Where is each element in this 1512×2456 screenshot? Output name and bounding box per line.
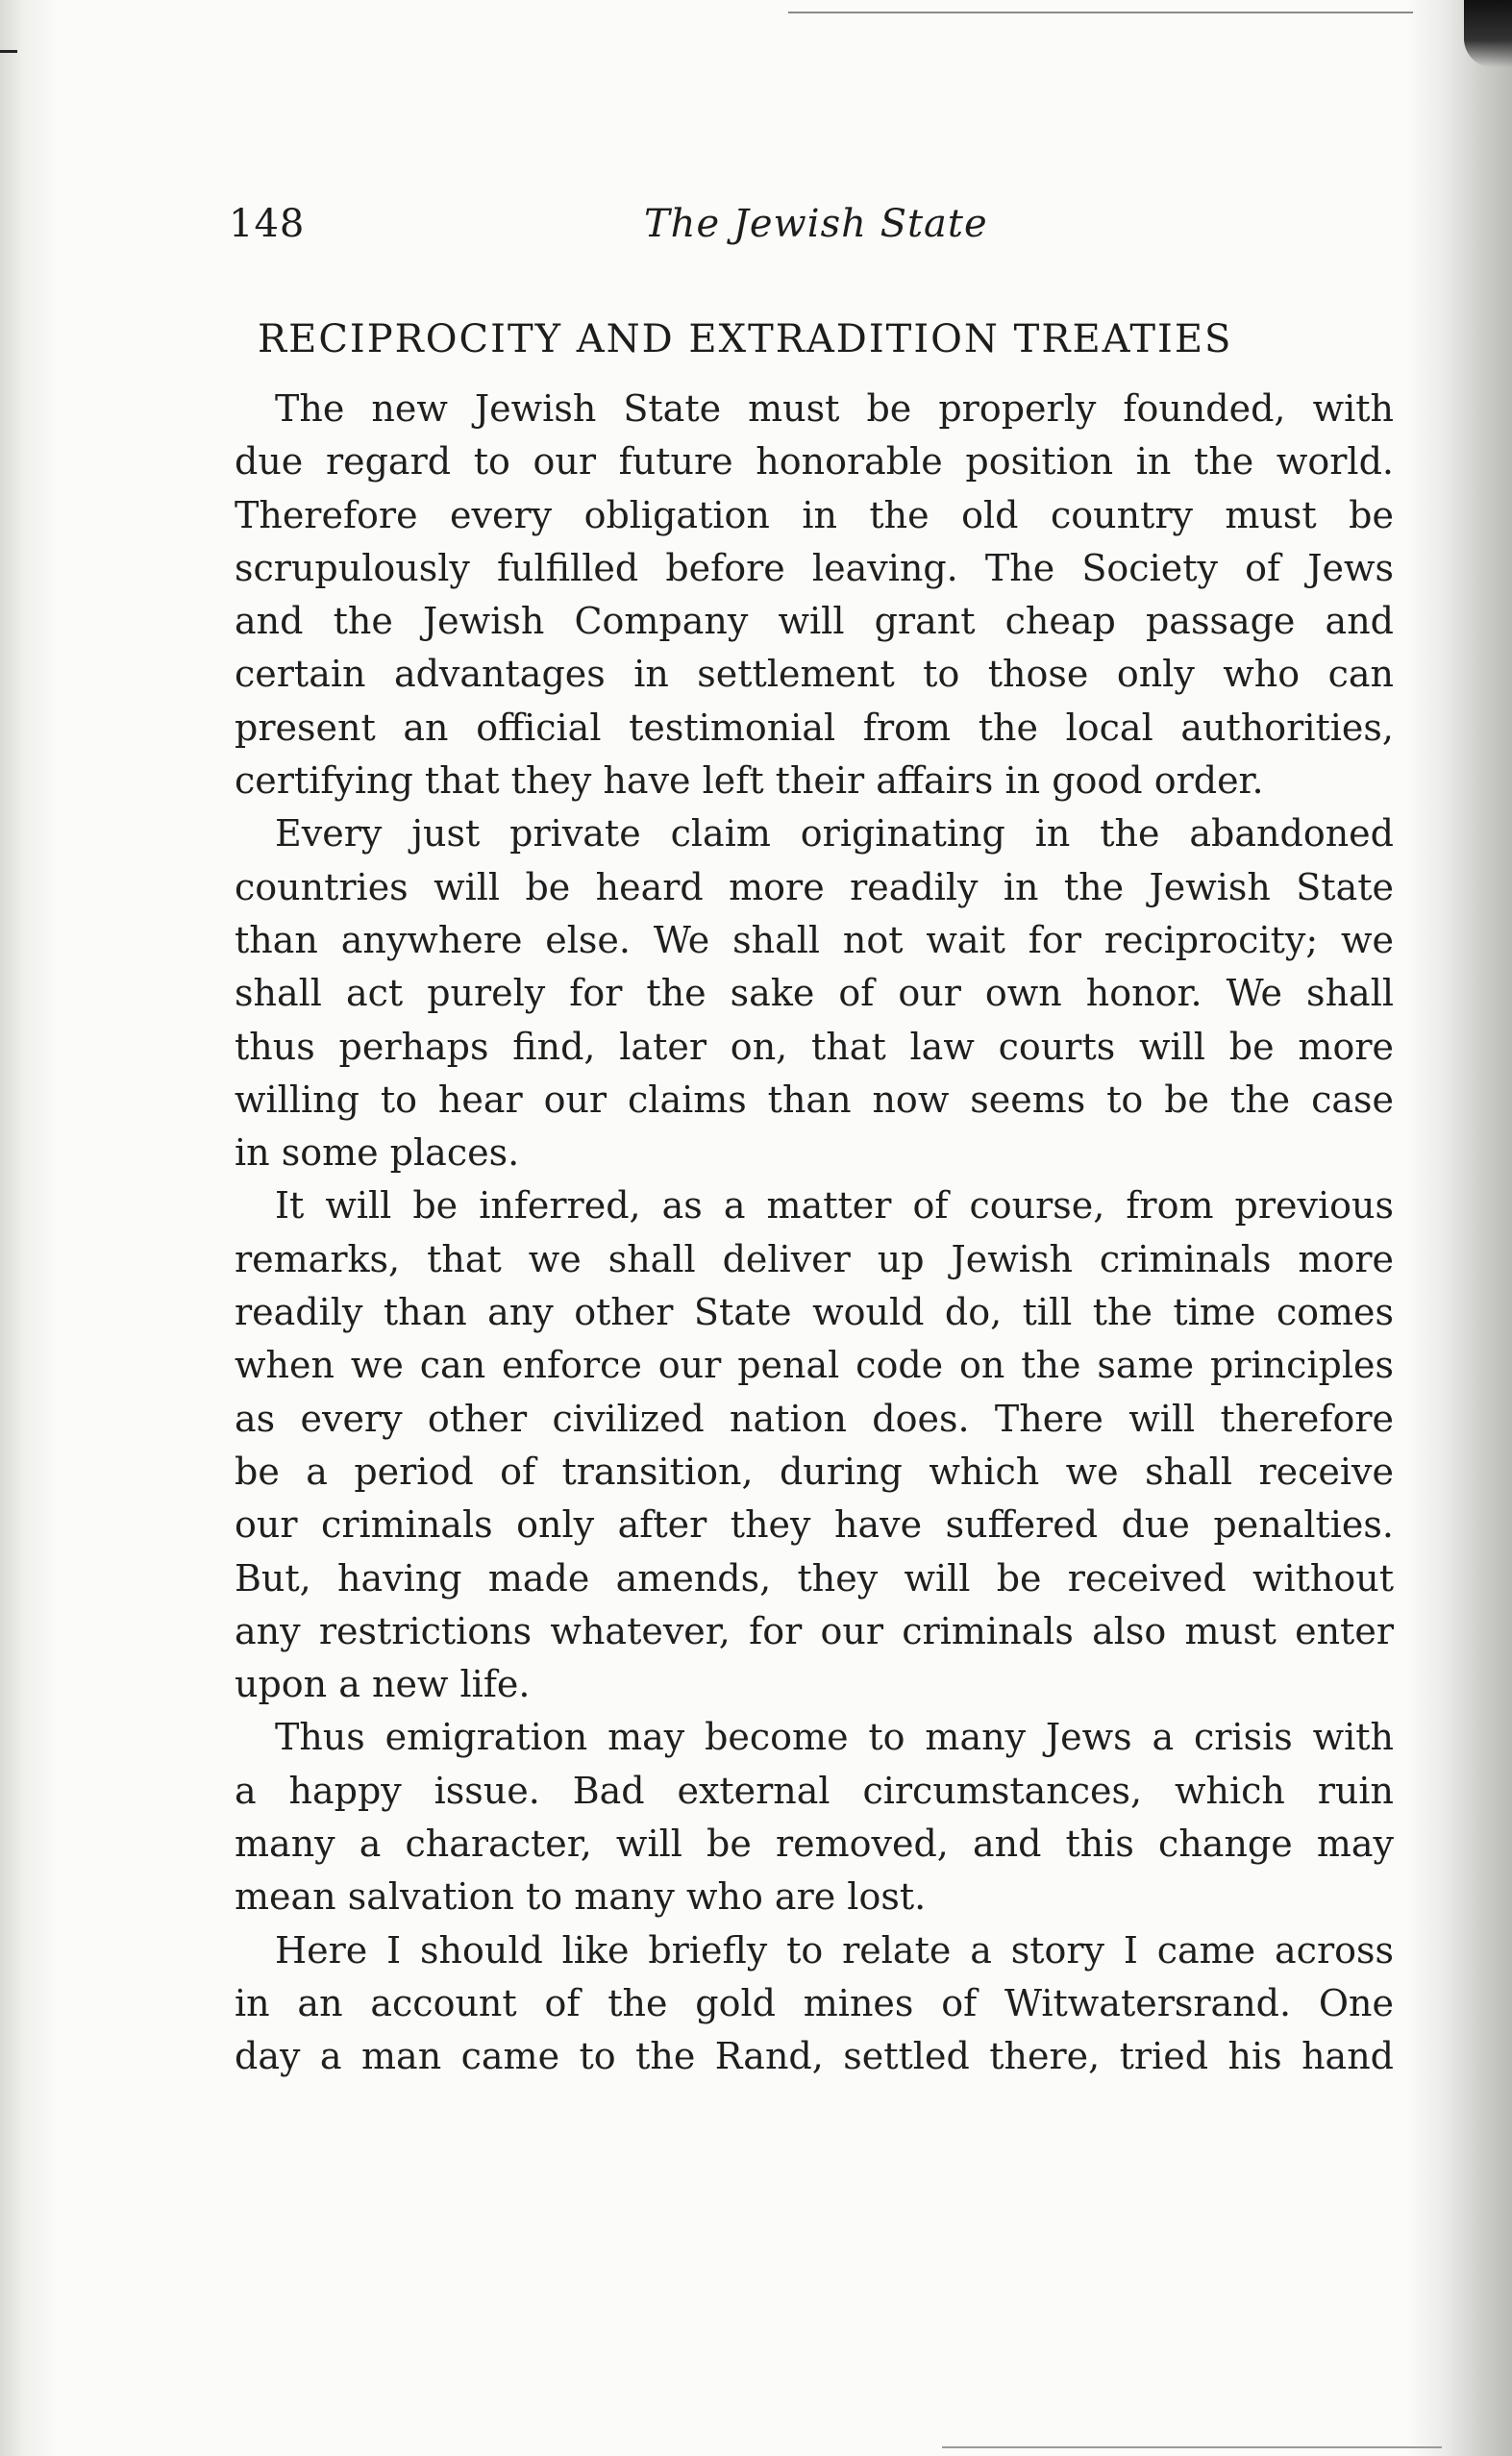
section-heading: RECIPROCITY AND EXTRADITION TREATIES: [258, 317, 1233, 361]
running-title: The Jewish State: [644, 202, 988, 246]
paragraph: [235, 807, 1394, 1179]
text-line: scrupulously fulfilled before leaving. The Society of Jews: [235, 546, 1394, 589]
scan-corner-mark: [0, 50, 17, 53]
text-line: in some places.: [235, 1131, 520, 1175]
text-line: Here I should like briefly to relate a story I came across: [275, 1928, 1394, 1972]
bottom-edge-line: [942, 2446, 1442, 2448]
text-line: a happy issue. Bad external circumstances, which ruin: [235, 1769, 1394, 1812]
paragraph: [235, 383, 1394, 807]
text-line: mean salvation to many who are lost.: [235, 1875, 927, 1919]
paragraph: [235, 1179, 1394, 1711]
text-line: remarks, that we shall deliver up Jewish criminals more: [235, 1237, 1394, 1280]
text-line: But, having made amends, they will be received without: [235, 1556, 1394, 1600]
text-line: and the Jewish Company will grant cheap passage and: [235, 600, 1394, 643]
text-line: in an account of the gold mines of Witwatersrand. One: [235, 1981, 1394, 2024]
text-line: as every other civilized nation does. There will therefore: [235, 1397, 1394, 1440]
text-line: It will be inferred, as a matter of course, from previous: [275, 1184, 1394, 1228]
top-edge-line: [788, 12, 1413, 13]
text-line: our criminals only after they have suffered due penalties.: [235, 1503, 1394, 1547]
text-line: Therefore every obligation in the old country must be: [235, 493, 1394, 536]
text-line: many a character, will be removed, and this change may: [235, 1823, 1394, 1866]
paragraph: [235, 1924, 1394, 2084]
text-line: Thus emigration may become to many Jews a crisis with: [275, 1716, 1394, 1759]
text-line: countries will be heard more readily in the Jewish State: [235, 865, 1394, 908]
text-line: willing to hear our claims than now seems to be the case: [235, 1078, 1394, 1121]
binding-gutter-shadow: [0, 0, 58, 2456]
page-corner-shadow: [1464, 0, 1512, 67]
text-line: upon a new life.: [235, 1663, 531, 1706]
paragraph: [235, 1711, 1394, 1923]
text-line: due regard to our future honorable position in the world.: [235, 440, 1394, 484]
running-header: [229, 202, 1401, 260]
text-line: any restrictions whatever, for our criminals also must enter: [235, 1609, 1394, 1652]
page-number: 148: [229, 202, 306, 246]
text-line: readily than any other State would do, till the time comes: [235, 1291, 1394, 1334]
text-line: certifying that they have left their affairs in good order.: [235, 759, 1264, 803]
text-line: thus perhaps find, later on, that law courts will be more: [235, 1025, 1394, 1068]
text-line: present an official testimonial from the local authorities,: [235, 706, 1394, 749]
text-line: day a man came to the Rand, settled there, tried his hand: [235, 2035, 1394, 2078]
page-edge-shadow: [1406, 0, 1512, 2456]
text-line: certain advantages in settlement to those only who can: [235, 653, 1394, 696]
text-line: when we can enforce our penal code on the same principles: [235, 1344, 1394, 1387]
text-line: The new Jewish State must be properly founded, with: [275, 387, 1394, 430]
text-line: be a period of transition, during which we shall receive: [235, 1450, 1394, 1493]
text-line: Every just private claim originating in the abandoned: [275, 812, 1394, 856]
body-text: [235, 383, 1394, 2084]
text-line: than anywhere else. We shall not wait for reciprocity; we: [235, 918, 1394, 961]
text-line: shall act purely for the sake of our own honor. We shall: [235, 972, 1394, 1015]
